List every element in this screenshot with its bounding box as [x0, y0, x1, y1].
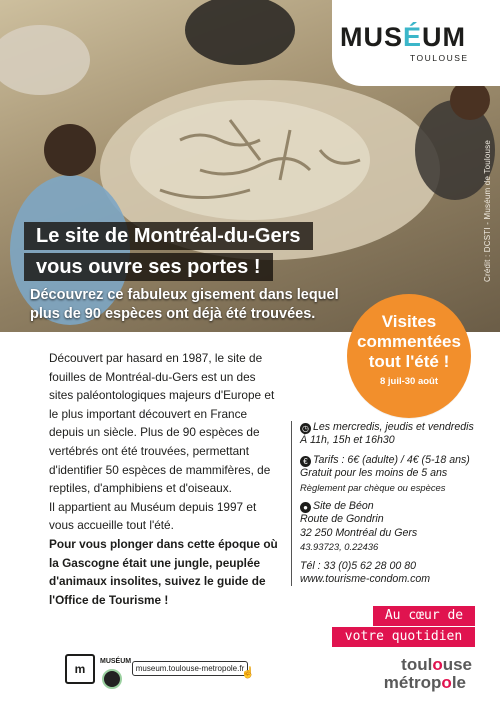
schedule-row: ◷ Les mercredis, jeudis et vendredis	[302, 421, 474, 433]
badge-line3: tout l'été !	[368, 352, 450, 371]
tel-row[interactable]: Tél : 33 (0)5 62 28 00 80	[300, 559, 417, 572]
price-row: € Tarifs : 6€ (adulte) / 4€ (5-18 ans)	[300, 454, 490, 467]
museum-logo: MUSÉUM	[340, 22, 467, 52]
city-row: 32 250 Montréal du Gers	[300, 526, 418, 539]
pointer-cursor-icon: ☝	[241, 667, 255, 679]
museum-small-logo: MUSÉUM	[97, 655, 127, 685]
body-paragraph-1: Découvert par hasard en 1987, le site de fouilles de Montréal-du-Gers est un des sites paléontologiques majeurs d'Europe et le plus important découvert en France depuis un siècle. Plus de 90 espèces de vertébrés ont été trouvées, permettant d'identifier 50 espèces de mammifères, de reptiles, d'amphibiens et d'oiseaux.	[49, 351, 275, 496]
badge-line2: commentées	[357, 332, 461, 351]
slogan-line1: Au cœur de	[373, 606, 475, 626]
body-paragraph-2: Il appartient au Muséum depuis 1997 et vous accueille tout l'été.	[49, 499, 257, 533]
hours-row: À 11h, 15h et 16h30	[300, 434, 395, 447]
location-pin-icon: ●	[300, 502, 311, 513]
badge-line1: Visites	[381, 312, 437, 331]
museum-logo-sub: TOULOUSE	[410, 53, 469, 63]
payment-row: Règlement par chèque ou espèces	[300, 481, 446, 493]
slogan-line2: votre quotidien	[332, 627, 475, 647]
visits-badge	[347, 294, 471, 418]
subtitle: Découvrez ce fabuleux gisement dans lequel plus de 90 espèces ont déjà été trouvées.	[30, 287, 339, 322]
photo-credit: Crédit : DCSTI - Muséum de Toulouse	[483, 140, 492, 283]
body-text	[49, 349, 283, 609]
clock-icon: ◷	[300, 423, 311, 434]
body-paragraph-3: Pour vous plonger dans cette époque où la Gascogne était une jungle, peuplée d'animaux insolites, suivez le guide de l'Office de Tourisme !	[49, 536, 278, 607]
free-row: Gratuit pour les moins de 5 ans	[300, 467, 448, 480]
m-logo: m	[65, 654, 95, 684]
museum-dinosaur-icon	[102, 669, 122, 689]
site-row: ● Site de Béon	[300, 500, 490, 513]
gps-row: 43.93723, 0.22436	[300, 541, 379, 553]
practical-info	[291, 421, 490, 586]
web-row[interactable]: www.tourisme-condom.com	[300, 573, 431, 586]
headline-line1: Le site de Montréal-du-Gers	[24, 222, 313, 250]
headline-line2: vous ouvre ses portes !	[24, 253, 273, 281]
museum-url-link[interactable]: museum.toulouse-metropole.fr	[132, 661, 248, 676]
road-row: Route de Gondrin	[300, 513, 384, 526]
euro-icon: €	[300, 456, 311, 467]
badge-dates: 8 juil-30 août	[379, 376, 439, 387]
